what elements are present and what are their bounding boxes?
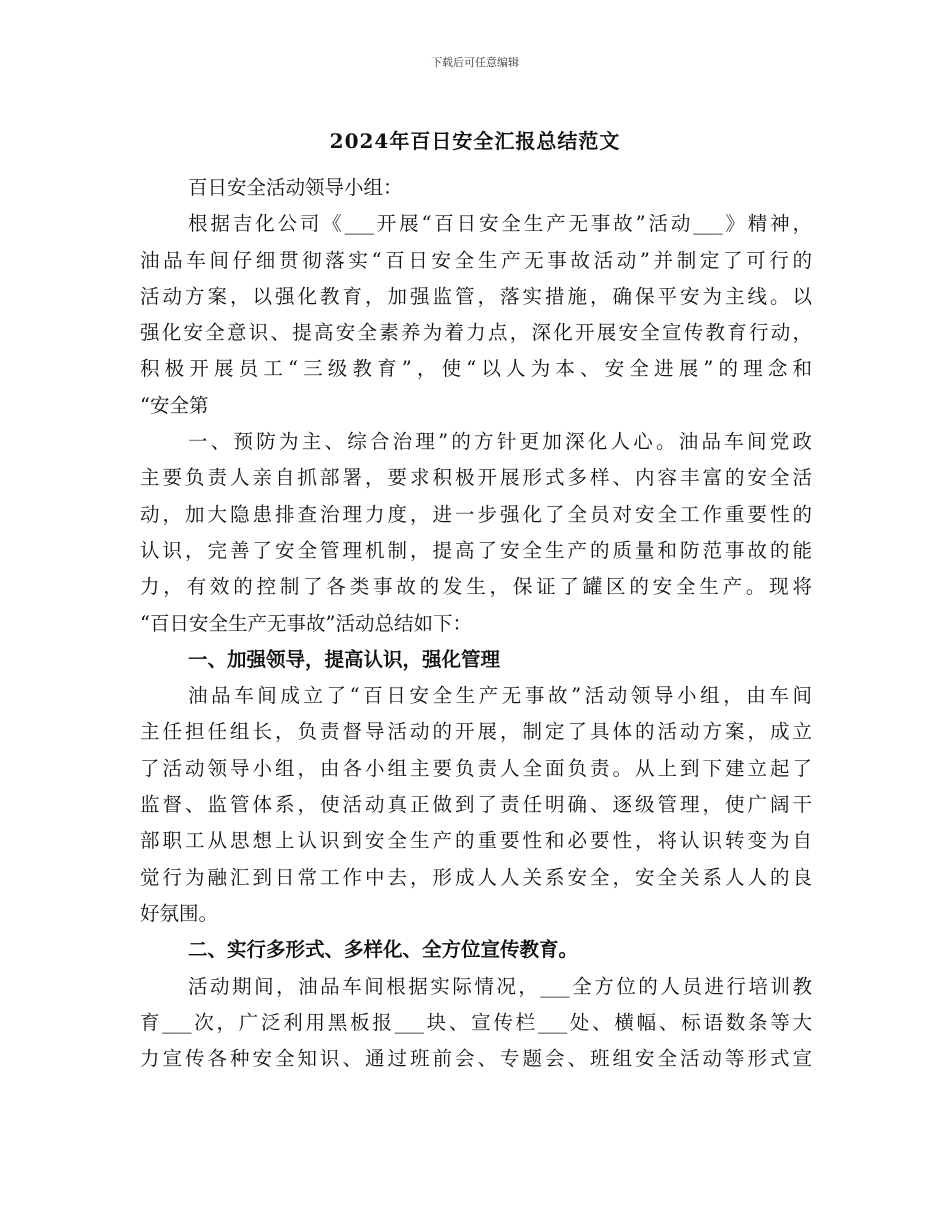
section-heading: 二、实行多形式、多样化、全方位宣传教育。 <box>188 938 579 962</box>
document-body <box>140 170 812 1077</box>
paragraph-line: 一、预防为主、综合治理”的方针更加深化人心。油品车间党政 <box>188 430 812 454</box>
paragraph-line: 认识，完善了安全管理机制，提高了安全生产的质量和防范事故的能 <box>140 538 812 562</box>
paragraph-line: 力宣传各种安全知识、通过班前会、专题会、班组安全活动等形式宣 <box>140 1047 812 1071</box>
paragraph-line: 动，加大隐患排查治理力度，进一步强化了全员对安全工作重要性的 <box>140 502 812 526</box>
paragraph-line: 根据吉化公司《___开展“百日安全生产无事故”活动___》精神， <box>188 212 812 236</box>
paragraph-line: 了活动领导小组，由各小组主要负责人全面负责。从上到下建立起了 <box>140 756 812 780</box>
document-title: 2024年百日安全汇报总结范文 <box>329 129 621 153</box>
paragraph-line: 积极开展员工“三级教育”，使“以人为本、安全进展”的理念和 <box>140 357 812 381</box>
paragraph-line: 力，有效的控制了各类事故的发生，保证了罐区的安全生产。现将 <box>140 575 812 599</box>
paragraph-line: 监督、监管体系，使活动真正做到了责任明确、逐级管理，使广阔干 <box>140 793 812 817</box>
paragraph-line: 部职工从思想上认识到安全生产的重要性和必要性，将认识转变为自 <box>140 829 812 853</box>
header-note: 下载后可任意编辑 <box>431 56 519 69</box>
paragraph-line: 育___次，广泛利用黑板报___块、宣传栏___处、横幅、标语数条等大 <box>140 1010 812 1034</box>
paragraph-line: 活动方案，以强化教育，加强监管，落实措施，确保平安为主线。以 <box>140 284 812 308</box>
paragraph-line: “安全第 <box>140 393 209 417</box>
paragraph-line: 百日安全活动领导小组： <box>188 176 403 199</box>
paragraph-line: 油品车间成立了“百日安全生产无事故”活动领导小组，由车间 <box>188 684 812 708</box>
paragraph-line: 好氛围。 <box>140 901 219 925</box>
paragraph-line: 主要负责人亲自抓部署，要求积极开展形式多样、内容丰富的安全活 <box>140 466 812 490</box>
paragraph-line: 觉行为融汇到日常工作中去，形成人人关系安全，安全关系人人的良 <box>140 865 812 889</box>
paragraph-line: “百日安全生产无事故”活动总结如下： <box>140 611 472 635</box>
paragraph-line: 主任担任组长，负责督导活动的开展，制定了具体的活动方案，成立 <box>140 720 812 744</box>
paragraph-line: 油品车间仔细贯彻落实“百日安全生产无事故活动”并制定了可行的 <box>140 248 812 272</box>
paragraph-line: 活动期间，油品车间根据实际情况，___全方位的人员进行培训教 <box>188 974 812 998</box>
section-heading: 一、加强领导，提高认识，强化管理 <box>188 647 501 671</box>
paragraph-line: 强化安全意识、提高安全素养为着力点，深化开展安全宣传教育行动， <box>140 321 812 345</box>
